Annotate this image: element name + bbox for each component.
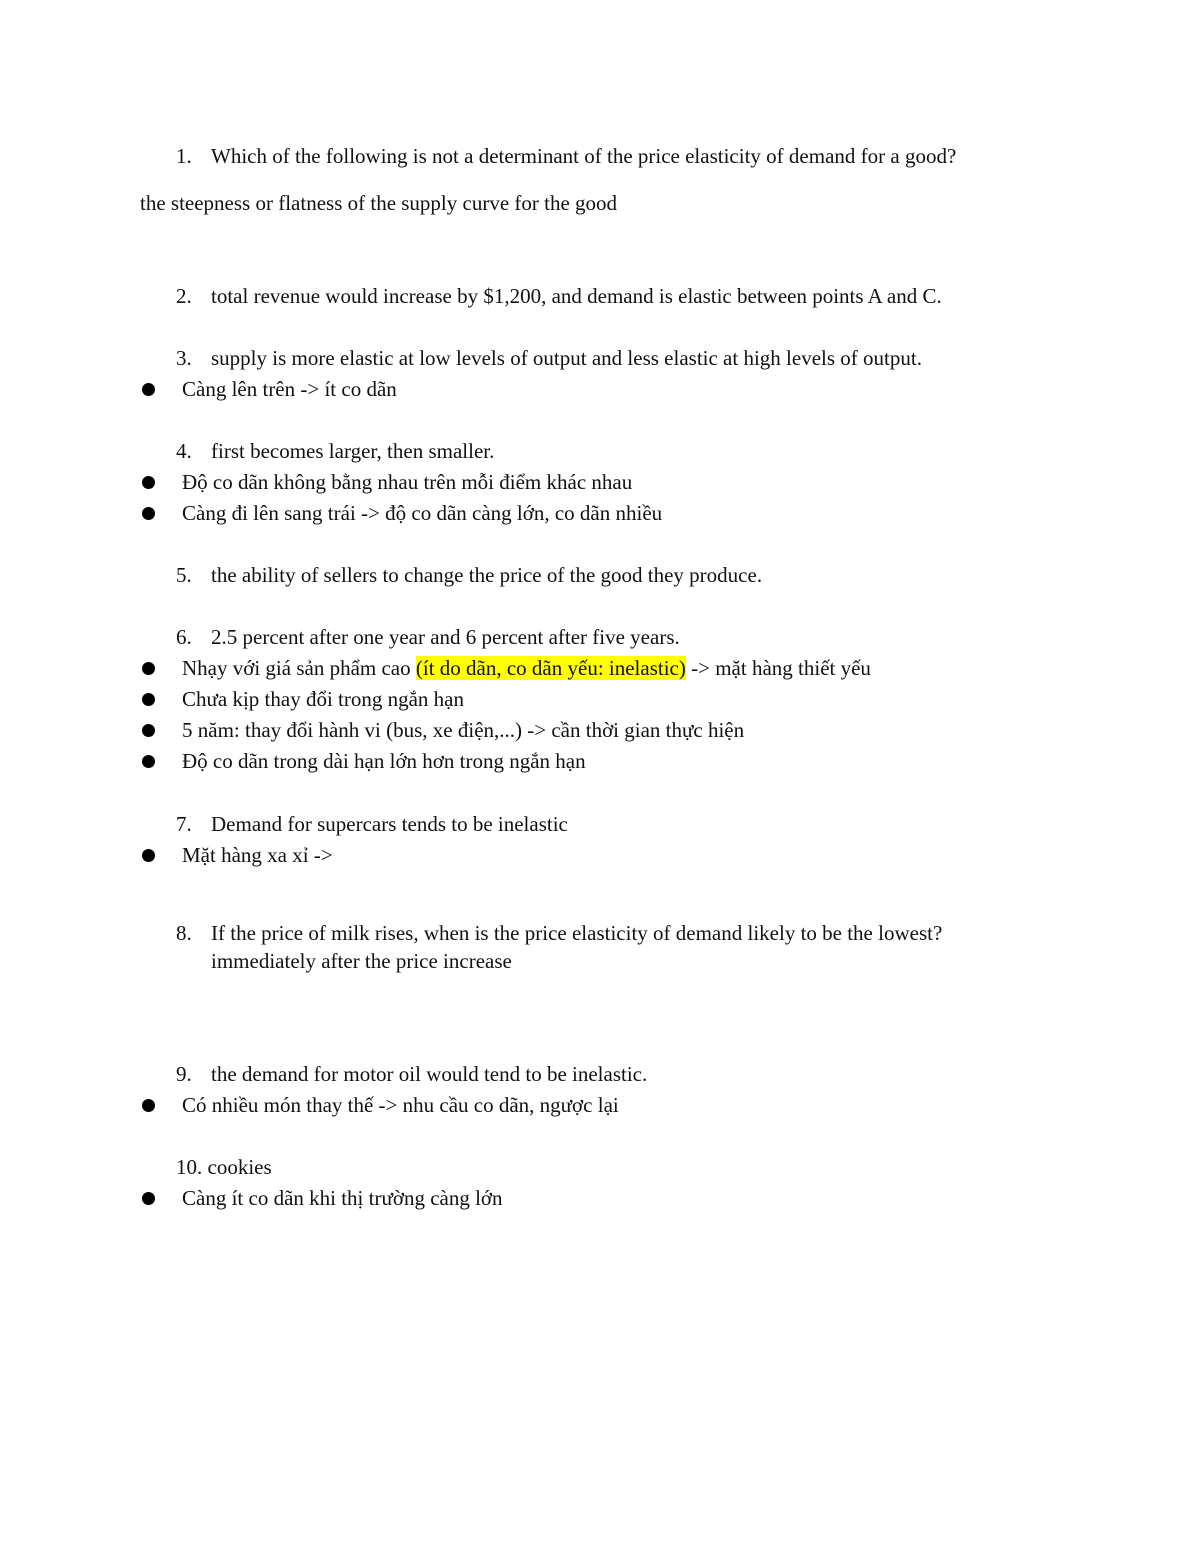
bullet-icon bbox=[140, 685, 158, 713]
bullet-icon bbox=[140, 1184, 158, 1212]
item-text: first becomes larger, then smaller. bbox=[211, 439, 495, 463]
bullet-text: Độ co dãn không bằng nhau trên mỗi điểm khác nhau bbox=[182, 470, 633, 494]
bullet-text: Càng ít co dãn khi thị trường càng lớn bbox=[182, 1186, 503, 1210]
item-number: 6. bbox=[176, 625, 192, 649]
item-text: the demand for motor oil would tend to be inelastic. bbox=[211, 1062, 648, 1086]
bullet-text: Có nhiều món thay thế -> nhu cầu co dãn, ngược lại bbox=[182, 1093, 619, 1117]
bullet-text-pre: Nhạy với giá sản phẩm cao bbox=[182, 656, 416, 680]
bullet-text-post: -> mặt hàng thiết yếu bbox=[685, 656, 871, 680]
bullet-text: Mặt hàng xa xỉ -> bbox=[182, 843, 333, 867]
item-text-continuation: immediately after the price increase bbox=[211, 949, 512, 973]
bullet-icon bbox=[140, 468, 158, 496]
list-item-10 bbox=[176, 1153, 272, 1181]
bullet-text: 5 năm: thay đổi hành vi (bus, xe điện,...) -> cần thời gian thực hiện bbox=[182, 718, 745, 742]
highlighted-text: (ít do dãn, co dãn yếu: inelastic) bbox=[415, 656, 686, 680]
item-number: 5. bbox=[176, 563, 192, 587]
item-text: supply is more elastic at low levels of output and less elastic at high levels of output. bbox=[211, 346, 922, 370]
bullet-text: Độ co dãn trong dài hạn lớn hơn trong ngắn hạn bbox=[182, 749, 586, 773]
item-number: 10. bbox=[176, 1155, 203, 1179]
bullet-icon bbox=[140, 841, 158, 869]
item-text: the ability of sellers to change the price of the good they produce. bbox=[211, 563, 763, 587]
item-number: 9. bbox=[176, 1062, 192, 1086]
bullet-text: Chưa kịp thay đổi trong ngắn hạn bbox=[182, 687, 465, 711]
item-number: 2. bbox=[176, 284, 192, 308]
bullet-icon bbox=[140, 375, 158, 403]
item-text: total revenue would increase by $1,200, and demand is elastic between points A and C. bbox=[211, 284, 942, 308]
item-text: cookies bbox=[207, 1155, 272, 1179]
bullet-icon bbox=[140, 716, 158, 744]
item-text: 2.5 percent after one year and 6 percent after five years. bbox=[211, 625, 680, 649]
answer-text: the steepness or flatness of the supply curve for the good bbox=[140, 191, 618, 215]
item-number: 8. bbox=[176, 921, 192, 945]
bullet-icon bbox=[140, 1091, 158, 1119]
bullet-icon bbox=[140, 499, 158, 527]
item-text: Which of the following is not a determinant of the price elasticity of demand for a good? bbox=[211, 144, 957, 168]
item-number: 4. bbox=[176, 439, 192, 463]
bullet-icon bbox=[140, 747, 158, 775]
item-number: 1. bbox=[176, 144, 192, 168]
bullet-text: Càng lên trên -> ít co dãn bbox=[182, 377, 397, 401]
item-number: 3. bbox=[176, 346, 192, 370]
item-number: 7. bbox=[176, 812, 192, 836]
bullet-icon bbox=[140, 654, 158, 682]
item-text: Demand for supercars tends to be inelastic bbox=[211, 812, 568, 836]
bullet-text: Càng đi lên sang trái -> độ co dãn càng lớn, co dãn nhiều bbox=[182, 501, 663, 525]
item-text: If the price of milk rises, when is the price elasticity of demand likely to be the lowest? bbox=[211, 921, 943, 945]
bullet-text bbox=[182, 654, 871, 682]
